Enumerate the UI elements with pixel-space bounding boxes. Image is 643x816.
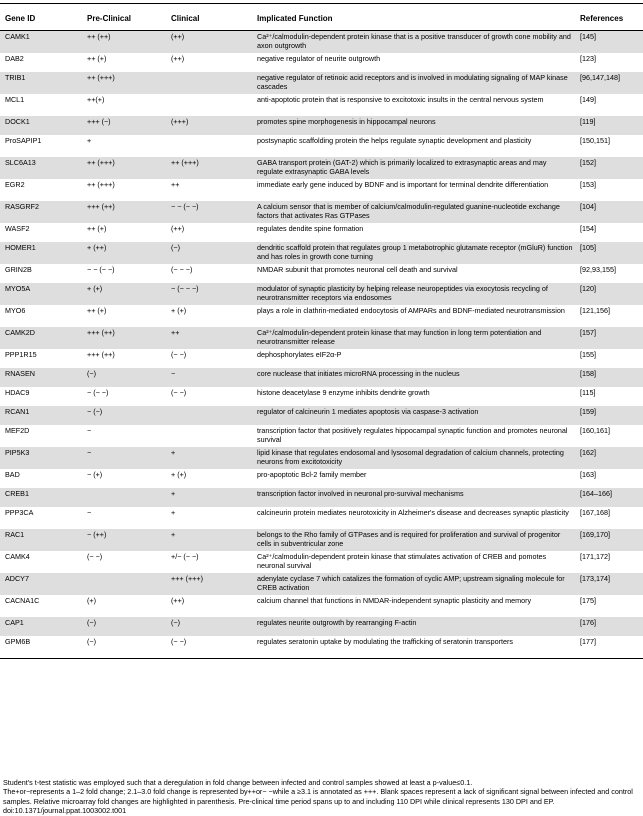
cell-implicated-function: postsynaptic scaffolding protein the helps regulate synaptic development and plasticity <box>257 136 532 145</box>
cell-pre-clinical: − − (− −) <box>87 265 115 274</box>
cell-gene-id: GPM6B <box>0 636 84 659</box>
cell-implicated-function: GABA transport protein (GAT-2) which is primarily localized to extrasynaptic areas and may regulate extrasynaptic GABA levels <box>254 157 577 179</box>
cell-clinical: + <box>168 447 254 469</box>
cell-references: [150,151] <box>580 136 610 145</box>
table-row <box>0 636 643 659</box>
table-row <box>0 264 643 283</box>
cell-clinical: + (+) <box>171 470 187 479</box>
cell-clinical: (− −) <box>168 636 254 659</box>
cell-implicated-function: anti-apoptotic protein that is responsive to excitotoxic insults in the central nervous system <box>257 95 544 104</box>
table-row <box>0 157 643 179</box>
cell-references: [163] <box>580 470 596 479</box>
cell-pre-clinical: +++ (++) <box>87 350 115 359</box>
cell-pre-clinical: + (++) <box>84 242 168 264</box>
cell-gene-id: MYO6 <box>5 306 26 315</box>
cell-implicated-function: negative regulator of neurite outgrowth <box>257 54 381 63</box>
cell-gene-id: BAD <box>5 470 20 479</box>
cell-implicated-function: dephosphorylates eIF2α-P <box>257 350 342 359</box>
cell-implicated-function: immediate early gene induced by BDNF and is important for terminal dendrite differentiation <box>257 180 549 189</box>
cell-references: [167,168] <box>580 508 610 517</box>
header-pre-clinical: Pre-Clinical <box>84 7 168 31</box>
cell-references: [158] <box>577 368 643 387</box>
cell-gene-id: MEF2D <box>5 426 30 435</box>
cell-references: [164–166] <box>577 488 643 507</box>
table-row <box>0 72 643 94</box>
cell-clinical: (++) <box>168 31 254 54</box>
cell-gene-id: WASF2 <box>5 224 30 233</box>
cell-pre-clinical: ++ (+) <box>87 54 107 63</box>
cell-gene-id: HOMER1 <box>0 242 84 264</box>
cell-pre-clinical: (−) <box>84 636 168 659</box>
cell-gene-id: RCAN1 <box>0 406 84 425</box>
cell-gene-id: RASGRF2 <box>0 201 84 223</box>
cell-gene-id: MYO5A <box>0 283 84 305</box>
cell-pre-clinical: + (+) <box>84 283 168 305</box>
cell-references: [119] <box>577 116 643 135</box>
cell-clinical: − − (− −) <box>168 201 254 223</box>
table-row <box>0 349 643 368</box>
cell-implicated-function: promotes spine morphogenesis in hippocampal neurons <box>254 116 577 135</box>
cell-references: [105] <box>577 242 643 264</box>
cell-references: [153] <box>580 180 596 189</box>
cell-references: [149] <box>580 95 596 104</box>
cell-clinical: ++ <box>168 327 254 349</box>
cell-references: [115] <box>580 388 596 397</box>
cell-clinical: + (+) <box>171 306 187 315</box>
table-top-rule <box>0 3 643 4</box>
cell-clinical: +/− (− −) <box>171 552 199 561</box>
cell-gene-id: CACNA1C <box>5 596 40 605</box>
cell-clinical: ++ <box>171 180 180 189</box>
table-row <box>0 573 643 595</box>
table-row <box>0 406 643 425</box>
table-row <box>0 179 643 201</box>
gene-table <box>0 7 643 659</box>
cell-pre-clinical: +++ (−) <box>84 116 168 135</box>
cell-references: [159] <box>577 406 643 425</box>
cell-gene-id: SLC6A13 <box>0 157 84 179</box>
cell-references: [175] <box>580 596 596 605</box>
footnote-ttest: Student's t-test statistic was employed such that a deregulation in fold change between infected and control samples showed at least a p-value≤0.1. <box>3 778 473 787</box>
cell-clinical: − (− − −) <box>168 283 254 305</box>
cell-gene-id: DAB2 <box>5 54 24 63</box>
cell-pre-clinical: ++(+) <box>87 95 105 104</box>
table-row <box>0 529 643 551</box>
cell-implicated-function: transcription factor involved in neuronal pro-survival mechanisms <box>254 488 577 507</box>
cell-references: [120] <box>577 283 643 305</box>
cell-pre-clinical: − (++) <box>84 529 168 551</box>
cell-clinical <box>168 135 254 157</box>
table-row <box>0 488 643 507</box>
cell-clinical: (− − −) <box>171 265 193 274</box>
cell-gene-id: DOCK1 <box>0 116 84 135</box>
cell-clinical <box>168 94 254 116</box>
table-row <box>0 469 643 488</box>
table-row <box>0 595 643 617</box>
cell-pre-clinical: − <box>84 447 168 469</box>
header-implicated-function: Implicated Function <box>254 7 577 31</box>
cell-pre-clinical: − (− −) <box>87 388 109 397</box>
cell-gene-id: TRIB1 <box>0 72 84 94</box>
table-row <box>0 135 643 157</box>
cell-implicated-function: A calcium sensor that is member of calcium/calmodulin-regulated guanine-nucleotide exchange factors that activates Ras GTPases <box>254 201 577 223</box>
cell-references: [96,147,148] <box>577 72 643 94</box>
table-row <box>0 305 643 327</box>
cell-implicated-function: core nuclease that initiates microRNA processing in the nucleus <box>254 368 577 387</box>
cell-references: [152] <box>577 157 643 179</box>
cell-implicated-function: regulates neurite outgrowth by rearranging F-actin <box>254 617 577 636</box>
cell-clinical: (++) <box>171 224 185 233</box>
cell-implicated-function: plays a role in clathrin-mediated endocytosis of AMPARs and BDNF-mediated neurotransmission <box>257 306 565 315</box>
cell-implicated-function: calcium channel that functions in NMDAR-independent synaptic plasticity and memory <box>257 596 532 605</box>
cell-gene-id: MCL1 <box>5 95 25 104</box>
cell-pre-clinical: (− −) <box>87 552 103 561</box>
cell-implicated-function: transcription factor that positively regulates hippocampal synaptic function and promotes neuronal survival <box>257 426 568 444</box>
cell-references: [92,93,155] <box>580 265 616 274</box>
cell-clinical: ++ (+++) <box>168 157 254 179</box>
cell-implicated-function: regulates dendite spine formation <box>257 224 364 233</box>
header-gene-id: Gene ID <box>0 7 84 31</box>
cell-gene-id: CREB1 <box>0 488 84 507</box>
cell-implicated-function: calcineurin protein mediates neurotoxicity in Alzheimer's disease and decreases synaptic plasticity <box>257 508 569 517</box>
cell-references: [145] <box>577 31 643 54</box>
table-row <box>0 551 643 573</box>
cell-references: [160,161] <box>580 426 610 435</box>
cell-implicated-function: adenylate cyclase 7 which catalizes the formation of cyclic AMP; upstream signaling molecule for CREB activation <box>254 573 577 595</box>
cell-clinical: (+++) <box>168 116 254 135</box>
cell-pre-clinical: ++ (+++) <box>87 180 115 189</box>
cell-pre-clinical: − <box>87 426 92 435</box>
table-row <box>0 447 643 469</box>
cell-clinical: +++ (+++) <box>168 573 254 595</box>
cell-gene-id: CAMK2D <box>0 327 84 349</box>
cell-implicated-function: histone deacetylase 9 enzyme inhibits dendrite growth <box>257 388 430 397</box>
cell-pre-clinical <box>84 488 168 507</box>
cell-implicated-function: regulator of calcineurin 1 mediates apoptosis via caspase-3 activation <box>254 406 577 425</box>
cell-references: [157] <box>577 327 643 349</box>
cell-gene-id: GRIN2B <box>5 265 32 274</box>
cell-gene-id: PPP3CA <box>5 508 34 517</box>
cell-clinical: (− −) <box>171 350 187 359</box>
table-body <box>0 31 643 659</box>
cell-clinical: + <box>171 508 176 517</box>
header-references: References <box>577 7 643 31</box>
table-row <box>0 507 643 529</box>
cell-references: [154] <box>580 224 596 233</box>
table-row <box>0 94 643 116</box>
cell-clinical: + <box>168 529 254 551</box>
cell-pre-clinical: − (+) <box>87 470 103 479</box>
header-clinical: Clinical <box>168 7 254 31</box>
cell-references: [104] <box>577 201 643 223</box>
cell-implicated-function: dendritic scaffold protein that regulates group 1 metabotrophic glutamate receptor (mGluR) function and has roles in growth cone turning <box>254 242 577 264</box>
cell-gene-id: PPP1R15 <box>5 350 37 359</box>
table-header-row <box>0 7 643 31</box>
table-row <box>0 31 643 54</box>
cell-clinical: (−) <box>168 617 254 636</box>
cell-references: [177] <box>577 636 643 659</box>
cell-gene-id: RAC1 <box>0 529 84 551</box>
cell-gene-id: ProSAPIP1 <box>5 136 42 145</box>
cell-clinical: + <box>168 488 254 507</box>
cell-implicated-function: Ca²⁺/calmodulin-dependent protein kinase that is a positive transducer of growth cone mobility and axon outgrowth <box>254 31 577 54</box>
cell-pre-clinical: ++ (++) <box>84 31 168 54</box>
cell-pre-clinical: ++ (+) <box>87 306 107 315</box>
table-row <box>0 283 643 305</box>
table-row <box>0 327 643 349</box>
cell-references: [155] <box>580 350 596 359</box>
cell-gene-id: EGR2 <box>5 180 25 189</box>
table-row <box>0 201 643 223</box>
cell-clinical <box>168 72 254 94</box>
cell-gene-id: CAMK4 <box>5 552 30 561</box>
cell-references: [169,170] <box>577 529 643 551</box>
footnote-legend: The+or−represents a 1–2 fold change; 2.1–3.0 fold change is represented by++or− −while a ≥3.1 is annotated as +++. Blank spaces represent a lack of significant signal between infected and control samples. Relative microarray fold changes are highlighted in parenthesis. Pre-clinical time period spans up to and including 110 DPI while clinical represents 130 DPI and EP. <box>3 787 633 806</box>
cell-implicated-function: lipid kinase that regulates endosomal and lysosomal degradation of calcium channels, protecting neurons from excitotoxicity <box>254 447 577 469</box>
cell-references: [171,172] <box>580 552 610 561</box>
cell-pre-clinical: ++ (+++) <box>84 157 168 179</box>
table-row <box>0 387 643 406</box>
table-row <box>0 116 643 135</box>
cell-gene-id: ADCY7 <box>0 573 84 595</box>
cell-pre-clinical: (−) <box>84 617 168 636</box>
cell-pre-clinical: − <box>87 508 92 517</box>
cell-implicated-function: belongs to the Rho family of GTPases and is required for proliferation and survival of progenitor cells in subventricular zone <box>254 529 577 551</box>
cell-gene-id: HDAC9 <box>5 388 30 397</box>
cell-clinical <box>168 425 254 447</box>
footnote-doi: doi:10.1371/journal.ppat.1003002.t001 <box>3 806 127 816</box>
cell-gene-id: PIP5K3 <box>0 447 84 469</box>
cell-clinical <box>168 406 254 425</box>
cell-gene-id: CAMK1 <box>0 31 84 54</box>
cell-implicated-function: modulator of synaptic plasticity by helping release neuropeptides via exocytosis recycling of neurotransmitter receptors via endosomes <box>254 283 577 305</box>
cell-clinical: (−) <box>168 242 254 264</box>
cell-clinical: (− −) <box>171 388 187 397</box>
cell-references: [162] <box>577 447 643 469</box>
cell-implicated-function: negative regulator of retinoic acid receptors and is involved in modulating signaling of MAP kinase cascades <box>254 72 577 94</box>
cell-clinical: − <box>168 368 254 387</box>
cell-implicated-function: regulates seratonin uptake by modulating the trafficking of seratonin transporters <box>254 636 577 659</box>
cell-pre-clinical: ++ (+) <box>87 224 107 233</box>
cell-clinical: (++) <box>171 596 185 605</box>
cell-references: [123] <box>580 54 596 63</box>
cell-pre-clinical: ++ (+++) <box>84 72 168 94</box>
table-row <box>0 368 643 387</box>
cell-pre-clinical: +++ (++) <box>84 201 168 223</box>
cell-pre-clinical: +++ (++) <box>84 327 168 349</box>
cell-implicated-function: NMDAR subunit that promotes neuronal cell death and survival <box>257 265 458 274</box>
cell-pre-clinical: (−) <box>84 368 168 387</box>
cell-implicated-function: pro-apoptotic Bcl-2 family member <box>257 470 367 479</box>
cell-gene-id: RNASEN <box>0 368 84 387</box>
cell-clinical: (++) <box>171 54 185 63</box>
cell-references: [121,156] <box>580 306 610 315</box>
table-row <box>0 617 643 636</box>
cell-gene-id: CAP1 <box>0 617 84 636</box>
table-row <box>0 425 643 447</box>
table-row <box>0 53 643 72</box>
table-row <box>0 223 643 242</box>
cell-pre-clinical <box>84 573 168 595</box>
cell-references: [176] <box>577 617 643 636</box>
cell-pre-clinical: (+) <box>87 596 96 605</box>
cell-pre-clinical: + <box>87 136 92 145</box>
cell-implicated-function: Ca²⁺/calmodulin-dependent protein kinase that may function in long term potentiation and neurotransmitter release <box>254 327 577 349</box>
table-footnotes <box>3 778 640 816</box>
cell-pre-clinical: − (−) <box>84 406 168 425</box>
cell-implicated-function: Ca²⁺/calmodulin-dependent protein kinase that stimulates activation of CREB and pomotes neuronal survival <box>257 552 547 570</box>
cell-references: [173,174] <box>577 573 643 595</box>
table-row <box>0 242 643 264</box>
